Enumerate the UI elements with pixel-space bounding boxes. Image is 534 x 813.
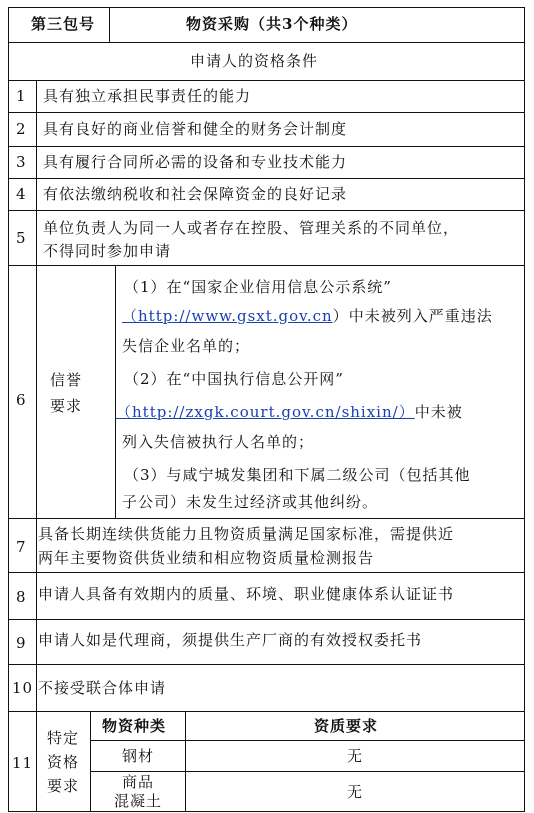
special-qualification-label-line-1: 特定 — [47, 729, 80, 747]
zxgk-link[interactable]: （http://zxgk.court.gov.cn/shixin/） — [116, 403, 415, 421]
row-text-9: 申请人如是代理商，须提供生产厂商的有效授权委托书 — [38, 631, 423, 649]
row-text-2: 具有良好的商业信誉和健全的财务会计制度 — [43, 120, 348, 138]
credit-item-2-line-2-suffix: 中未被 — [414, 403, 463, 421]
row-number-5: 5 — [16, 229, 27, 247]
credit-requirement-label-line-2: 要求 — [50, 397, 83, 415]
requirement-steel: 无 — [347, 747, 364, 765]
row-number-2: 2 — [16, 120, 27, 138]
gsxt-link[interactable]: （http://www.gsxt.gov.cn — [122, 307, 333, 325]
row-text-10: 不接受联合体申请 — [38, 679, 167, 697]
credit-item-3-line-1: （3）与咸宁城发集团和下属二级公司（包括其他 — [124, 466, 471, 484]
material-type-steel: 钢材 — [122, 747, 155, 765]
row-text-5-line-2: 不得同时参加申请 — [43, 242, 172, 260]
credit-item-2-line-2 — [116, 402, 463, 422]
credit-item-1-line-3: 失信企业名单的； — [122, 337, 251, 355]
qualification-requirement-header: 资质要求 — [314, 717, 379, 735]
row-number-8: 8 — [16, 588, 27, 606]
procurement-title: 物资采购（共3个种类） — [186, 15, 358, 33]
row-number-7: 7 — [16, 538, 27, 556]
row-number-1: 1 — [16, 87, 27, 105]
material-type-concrete-line-2: 混凝土 — [114, 792, 163, 810]
package-number-label: 第三包号 — [31, 15, 96, 33]
row-number-10: 10 — [12, 679, 34, 697]
special-qualification-label-line-2: 资格 — [47, 753, 80, 771]
credit-item-2-line-3: 列入失信被执行人名单的； — [122, 433, 315, 451]
row-text-7-line-2: 两年主要物资供货业绩和相应物资质量检测报告 — [38, 549, 375, 567]
credit-item-3-line-2: 子公司）未发生过经济或其他纠纷。 — [122, 493, 379, 511]
credit-item-2-line-1: （2）在“中国执行信息公开网” — [124, 370, 344, 388]
row-number-11: 11 — [12, 754, 34, 772]
row-text-3: 具有履行合同所必需的设备和专业技术能力 — [43, 153, 348, 171]
credit-requirement-label-line-1: 信誉 — [50, 371, 83, 389]
row-text-4: 有依法缴纳税收和社会保障资金的良好记录 — [43, 185, 348, 203]
row-text-5-line-1: 单位负责人为同一人或者存在控股、管理关系的不同单位， — [43, 219, 460, 237]
row-number-9: 9 — [16, 634, 27, 652]
credit-item-1-line-1: （1）在“国家企业信用信息公示系统” — [124, 278, 392, 296]
row-number-6: 6 — [16, 391, 27, 409]
credit-item-1-line-2 — [122, 306, 493, 326]
row-text-7-line-1: 具备长期连续供货能力且物资质量满足国家标准，需提供近 — [38, 525, 455, 543]
special-qualification-label-line-3: 要求 — [47, 777, 80, 795]
row-number-3: 3 — [16, 153, 27, 171]
section-title: 申请人的资格条件 — [190, 52, 319, 70]
row-text-1: 具有独立承担民事责任的能力 — [43, 87, 252, 105]
row-text-8: 申请人具备有效期内的质量、环境、职业健康体系认证证书 — [38, 585, 455, 603]
credit-item-1-line-2-suffix: ）中未被列入严重违法 — [332, 307, 493, 325]
material-type-concrete-line-1: 商品 — [122, 773, 155, 791]
material-type-header: 物资种类 — [102, 717, 167, 735]
requirement-concrete: 无 — [347, 783, 364, 801]
row-number-4: 4 — [16, 185, 27, 203]
